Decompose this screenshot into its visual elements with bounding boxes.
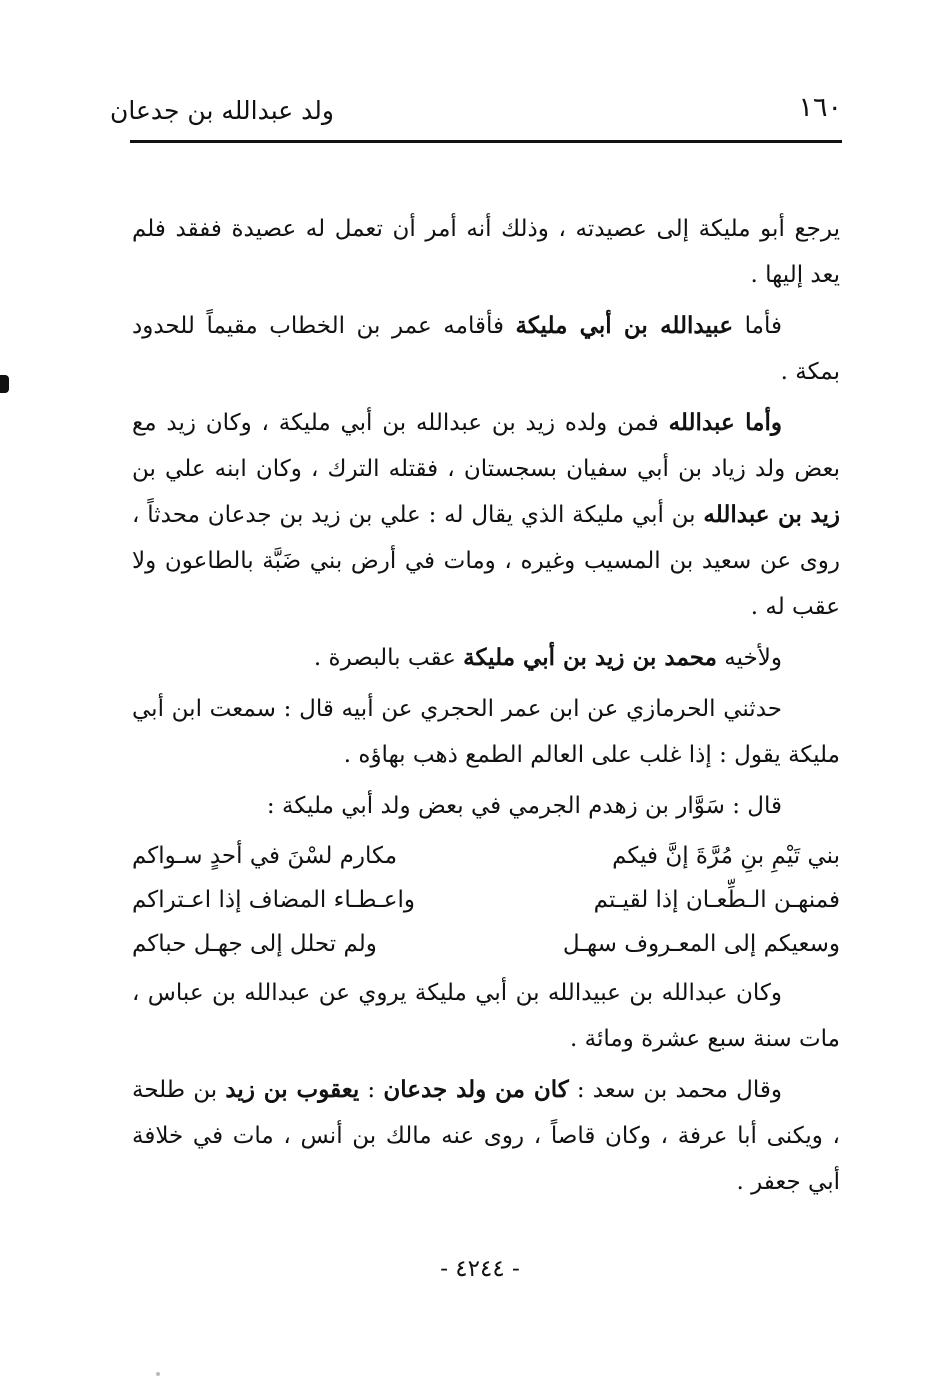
paragraph-3-bold-name: زيد بن عبدالله <box>703 501 840 528</box>
poem-verse <box>132 922 840 966</box>
header-divider <box>130 140 842 143</box>
paragraph-7-text: وكان عبدالله بن عبيدالله بن أبي مليكة يروي عن عبدالله بن عباس ، مات سنة سبع عشرة ومائة . <box>132 980 840 1052</box>
paragraph-3-bold-heading: وأما عبدالله <box>668 409 783 436</box>
paragraph-8 <box>132 1067 840 1205</box>
paragraph-2-end: فأقامه عمر بن الخطاب مقيماً للحدود بمكة . <box>132 313 840 385</box>
paragraph-5 <box>132 686 840 778</box>
paragraph-6-text: قال : سَوَّار بن زهدم الجرمي في بعض ولد أبي مليكة : <box>266 793 782 819</box>
paragraph-4-start: ولأخيه <box>716 645 782 671</box>
verse-second-hemistich: واعـطـاء المضاف إذا اعـتراكم <box>132 887 415 913</box>
verse-first-hemistich: بني تَيْمِ بنِ مُرَّةَ إنَّ فيكم <box>612 843 840 869</box>
verse-first-hemistich: فمنهـن الـطِّعـان إذا لقيـتم <box>593 887 840 913</box>
page-number: ١٦٠ <box>798 92 842 123</box>
poem-verse <box>132 878 840 922</box>
paragraph-3-text-2: بن أبي مليكة الذي يقال له : علي بن زيد بن جدعان محدثاً ، روى عن سعيد بن المسيب وغيره ، ومات في أرض بني ضَبَّة بالطاعون ولا عقب له . <box>132 502 840 620</box>
verse-second-hemistich: ولم تحلل إلى جهـل حباكم <box>132 931 377 957</box>
page-body <box>132 206 840 1210</box>
verse-second-hemistich: مكارم لسْنَ في أحدٍ سـواكم <box>132 843 398 869</box>
paragraph-8-bold-name: يعقوب بن زيد <box>225 1076 360 1103</box>
margin-mark <box>0 375 9 393</box>
paragraph-2-bold-name: عبيدالله بن أبي مليكة <box>515 312 734 339</box>
paragraph-3 <box>132 400 840 630</box>
footer-page-number: - ٤٢٤٤ - <box>440 1256 520 1282</box>
running-title: ولد عبدالله بن جدعان <box>110 96 334 125</box>
paragraph-8-bold-phrase: كان من ولد جدعان <box>383 1076 569 1103</box>
paragraph-1-text: يرجع أبو مليكة إلى عصيدته ، وذلك أنه أمر أن تعمل له عصيدة ففقد فلم يعد إليها . <box>132 216 840 288</box>
paragraph-2 <box>132 303 840 395</box>
paragraph-5-text: حدثني الحرمازي عن ابن عمر الحجري عن أبيه قال : سمعت ابن أبي مليكة يقول : إذا غلب على العالم الطمع ذهب بهاؤه . <box>132 696 840 768</box>
paragraph-4 <box>132 635 840 681</box>
scan-speck <box>156 1372 160 1376</box>
verse-first-hemistich: وسعيكم إلى المعـروف سهـل <box>562 931 840 957</box>
paragraph-8-end: بن طلحة ، ويكنى أبا عرفة ، وكان قاصاً ، روى عنه مالك بن أنس ، مات في خلافة أبي جعفر . <box>132 1077 840 1195</box>
paragraph-8-mid: : <box>359 1077 384 1103</box>
paragraph-6 <box>132 783 840 829</box>
poem <box>132 834 840 966</box>
paragraph-4-end: عقب بالبصرة . <box>313 645 464 671</box>
paragraph-1 <box>132 206 840 298</box>
paragraph-3-text-1: فمن ولده زيد بن عبدالله بن أبي مليكة ، وكان زيد مع بعض ولد زياد بن أبي سفيان بسجستان ، فقتله الترك ، وكان ابنه علي بن <box>132 410 840 482</box>
paragraph-7 <box>132 970 840 1062</box>
paragraph-4-bold-name: محمد بن زيد بن أبي مليكة <box>463 644 717 671</box>
paragraph-8-start: وقال محمد بن سعد : <box>568 1077 782 1103</box>
poem-verse <box>132 834 840 878</box>
paragraph-2-start: فأما <box>733 313 782 339</box>
